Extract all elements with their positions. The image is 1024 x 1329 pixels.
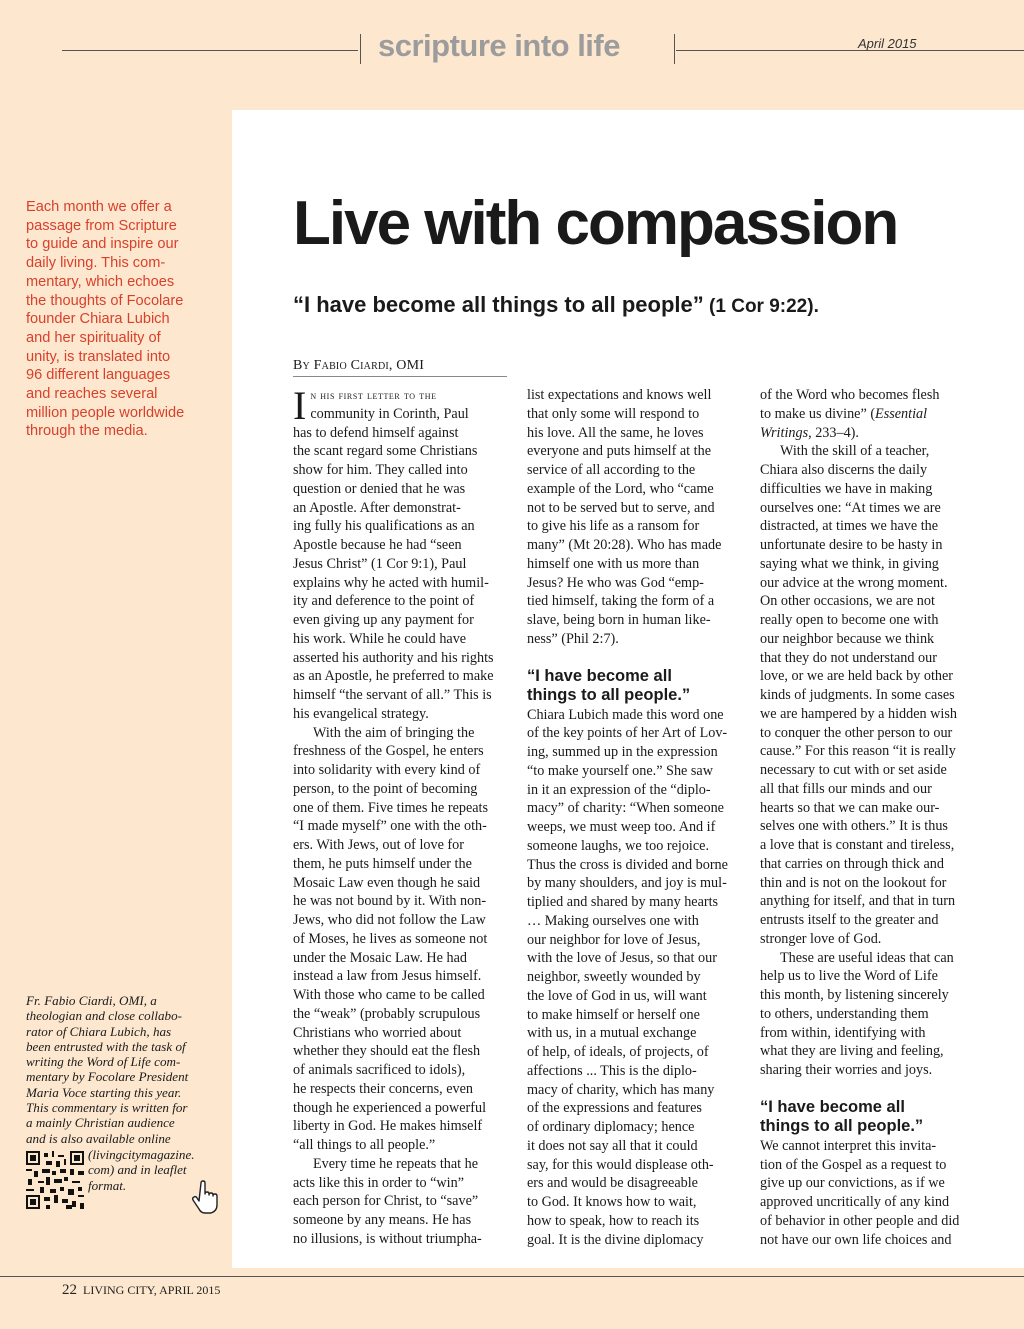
article-paragraph xyxy=(760,386,973,442)
author-bio-continued: (livingcitymagazine. com) and in leaflet format. xyxy=(88,1147,195,1193)
headline: Live with compassion xyxy=(293,189,898,258)
byline: By Fabio Ciardi, OMI xyxy=(293,358,425,373)
article-column-1 xyxy=(293,383,506,1249)
drop-cap: I xyxy=(293,383,307,428)
page-number: 22 xyxy=(62,1282,77,1298)
header-rule-right xyxy=(676,50,1024,51)
header-bar-right xyxy=(674,34,675,64)
folio xyxy=(62,1282,220,1299)
sidebar-intro: Each month we offer a passage from Scripture to guide and inspire our daily living. This com- mentary, which echoes the thoughts of Focolare founder Chiara Lubich and her spirituality of unity, is translated into 96 different languages and reaches several million people worldwide through the media. xyxy=(26,199,185,440)
subhead-reference: (1 Cor 9:22). xyxy=(703,296,819,317)
article-paragraph: list expectations and knows well that only some will respond to his love. All the same, he loves everyone and puts himself at the service of all according to the example of the Lord, who “came not to be served but to serve, and to give his life as a ransom for many” (Mt 20:28). Who has made himself one with us more than Jesus? He who was God “emp- tied himself, taking the form of a slave, being born in human like- ness” (Phil 2:7). xyxy=(527,387,722,647)
section-title: scripture into life xyxy=(378,28,620,63)
issue-date: April 2015 xyxy=(858,36,917,51)
article-column-3 xyxy=(760,386,973,1249)
qr-code[interactable] xyxy=(26,1151,84,1209)
article-paragraph: With the skill of a teacher, Chiara also discerns the daily difficulties we have in making ourselves one: “At times we are distracted, at times we have the unfortunate desire to be hasty in saying what we think, in giving our advice at the wrong moment. On other occasions, we are not really open to become one with our neighbor because we think that they do not understand our love, or we are held back by other kinds of judgments. In some cases we are hampered by a hidden wish to conquer the other person to our cause.” For this reason “it is really necessary to cut with or set aside all that fills our minds and our hearts so that we can make our- selves one with others.” It is thus a love that is constant and tireless, that carries on through thick and thin and is not on the lookout for anything for itself, and that in turn entrusts itself to the greater and stronger love of God. xyxy=(760,443,957,947)
footer-rule xyxy=(0,1276,1024,1277)
subhead-quote: “I have become all things to all people” xyxy=(293,292,704,317)
section-heading: “I have become all things to all people.” xyxy=(527,666,691,704)
byline-rule xyxy=(293,376,507,377)
article-paragraph: Chiara Lubich made this word one of the key points of her Art of Lov- ing, summed up in the expression “to make yourself one.” She saw in it an expression of the “diplo- macy” of charity: “When someone weeps, we must weep too. And if someone laughs, we too rejoice. Thus the cross is divided and borne by many shoulders, and joy is mul- tiplied and shared by many hearts … Making ourselves one with our neighbor for love of Jesus, with the love of Jesus, so that our neighbor, sweetly wounded by the love of God in us, will want to make himself or herself one with us, in a mutual exchange of help, of ideals, of projects, of affections ... This is the diplo- macy of charity, which has many of the expressions and features of ordinary diplomacy; hence it does not say all that it could say, for this would displease oth- ers and would be disagreeable to God. It knows how to wait, how to speak, how to reach its goal. It is the divine diplomacy xyxy=(527,706,728,1248)
lead-in-caps: n his first letter to the xyxy=(310,388,437,402)
subhead xyxy=(293,292,819,318)
section-heading: “I have become all things to all people.” xyxy=(760,1097,924,1136)
publication-line: LIVING CITY, APRIL 2015 xyxy=(83,1283,221,1297)
book-title: Essential Writings xyxy=(760,405,928,441)
paragraph-text: community in Corinth, Paul has to defend himself against the scant regard some Christians show for him. They called into question or denied that he was an Apostle. After demonstrat- ing fully his qualifications as an Apostle because he had “seen Jesus Christ” (1 Cor 9:1), Paul explains why he acted with humil- ity and deference to the point of even giving up any payment for his work. While he could have asserted his authority and his rights as an Apostle, he preferred to make himself “the servant of all.” This is his evangelical strategy. xyxy=(293,405,494,722)
article-paragraph: We cannot interpret this invita- tion of the Gospel as a request to give up our convictions, as if we approved uncritically of any kind of behavior in other people and did not have our own life choices and xyxy=(760,1137,960,1248)
header-bar-left xyxy=(360,34,361,64)
article-column-2 xyxy=(527,386,740,1249)
article-paragraph xyxy=(293,383,506,724)
paragraph-text: , 233–4). xyxy=(808,424,859,441)
paragraph-text: of the Word who becomes flesh to make us divine” ( xyxy=(760,387,940,422)
author-bio: Fr. Fabio Ciardi, OMI, a theologian and close collabo- rator of Chiara Lubich, has been entrusted with the task of writing the Word of Life com- mentary by Focolare President Maria Voce starting this year. This commentary is written for a mainly Christian audience and is also available online xyxy=(26,993,189,1146)
article-paragraph: These are useful ideas that can help us to live the Word of Life this month, by listening sincerely to others, understanding them from within, identifying with what they are living and feeling, sharing their worries and joys. xyxy=(760,949,954,1078)
article-paragraph: With the aim of bringing the freshness of the Gospel, he enters into solidarity with every kind of person, to the point of becoming one of them. Five times he repeats “I made myself” one with the oth- ers. With Jews, out of love for them, he puts himself under the Mosaic Law even though he said he was not bound by it. With non- Jews, who did not follow the Law of Moses, he lives as someone not under the Mosaic Law. He had instead a law from Jesus himself. With those who came to be called the “weak” (probably scrupulous Christians who worried about whether they should eat the flesh of animals sacrificed to idols), he respects their concerns, even though he experienced a powerful liberty in God. He makes himself “all things to all people.” xyxy=(293,724,489,1153)
header-rule-left xyxy=(62,50,358,51)
hand-pointer-icon xyxy=(192,1180,220,1214)
article-paragraph: Every time he repeats that he acts like this in order to “win” each person for Christ, to “save” someone by any means. He has no illusions, is without triumpha- xyxy=(293,1155,482,1247)
